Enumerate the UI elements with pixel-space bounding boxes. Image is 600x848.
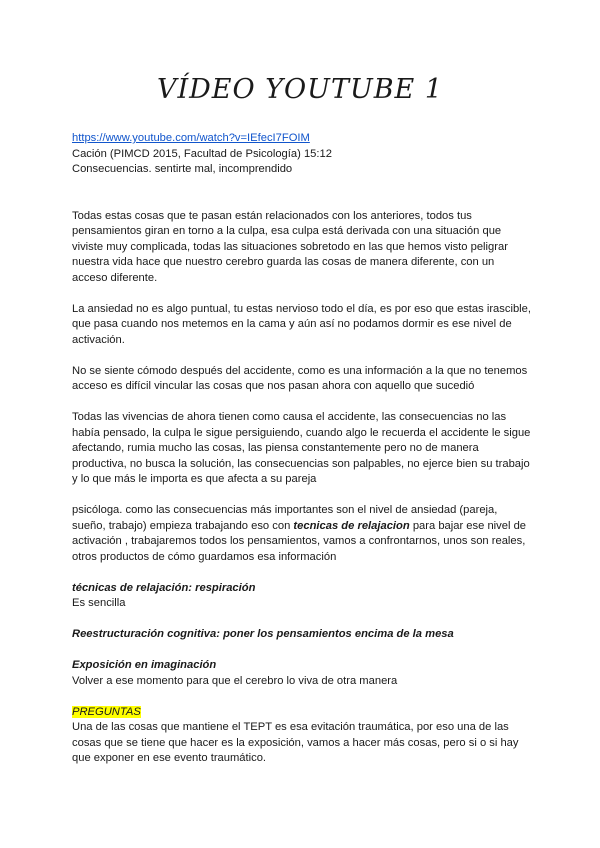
youtube-link[interactable]: https://www.youtube.com/watch?v=IEfecI7FOIM	[72, 132, 310, 144]
paragraph-accidente: No se siente cómodo después del accidente, como es una información a la que no tenemos acceso es difícil vincular las cosas que nos pasan ahora con aquello que sucedió	[72, 364, 528, 392]
document-body	[72, 131, 532, 767]
paragraph-culpa: Todas estas cosas que te pasan están relacionados con los anteriores, todos tus pensamientos giran en torno a la culpa, esa culpa está derivada con una situación que viviste muy complicada, todas las situaciones sobretodo en las que hemos visto peligrar nuestra vida hace que nuestro cerebro guarda las cosas de manera diferente, con un acceso diferente.	[72, 209, 508, 284]
heading-reestructuracion: Reestructuración cognitiva: poner los pensamientos encima de la mesa	[72, 628, 454, 640]
paragraph-ansiedad: La ansiedad no es algo puntual, tu estas nervioso todo el día, es por eso que estas irascible, que pasa cuando nos metemos en la cama y aún así no podamos dormir es ese nivel de activación.	[72, 302, 531, 346]
text-exposicion: Volver a ese momento para que el cerebro lo viva de otra manera	[72, 674, 398, 687]
heading-preguntas: PREGUNTAS	[72, 705, 141, 718]
paragraph-psicologa-text-c: para bajar ese nivel de activación , trabajaremos todos los pensamientos, vamos a confrontarnos, unos son reales, otros productos de cómo guardamos esa información	[72, 519, 527, 563]
paragraph-psicologa	[72, 503, 532, 565]
relaxation-techniques-emphasis: tecnicas de relajacion	[293, 519, 410, 532]
text-relajacion: Es sencilla	[72, 597, 126, 609]
document-title: VÍDEO YOUTUBE 1	[156, 74, 444, 105]
heading-relajacion: técnicas de relajación: respiración	[72, 581, 256, 594]
meta-line-source: Cación (PIMCD 2015, Facultad de Psicología) 15:12	[72, 147, 332, 160]
heading-exposicion: Exposición en imaginación	[72, 659, 217, 671]
paragraph-vivencias: Todas las vivencias de ahora tienen como causa el accidente, las consecuencias no las había pensado, la culpa le sigue persiguiendo, cuando algo le recuerda el accidente le sigue afectando, rumia mucho las cosas, las piensa constantemente pero no de manera productiva, no busca la solución, las consecuencias son palpables, no ejerce bien su trabajo y lo que más le importa es que afecta a su pareja	[72, 411, 531, 485]
text-preguntas: Una de las cosas que mantiene el TEPT es esa evitación traumática, por eso una de las cosas que se tiene que hacer es la exposición, vamos a hacer más cosas, pero si o si hay que exponer en ese evento traumático.	[72, 721, 519, 764]
meta-line-consequences: Consecuencias. sentirte mal, incomprendido	[72, 163, 293, 175]
paragraph-psicologa-text-a: psicóloga. como las consecuencias más importantes son el nivel de ansiedad (pareja, sueño, trabajo) empieza trabajando eso con	[72, 504, 498, 532]
